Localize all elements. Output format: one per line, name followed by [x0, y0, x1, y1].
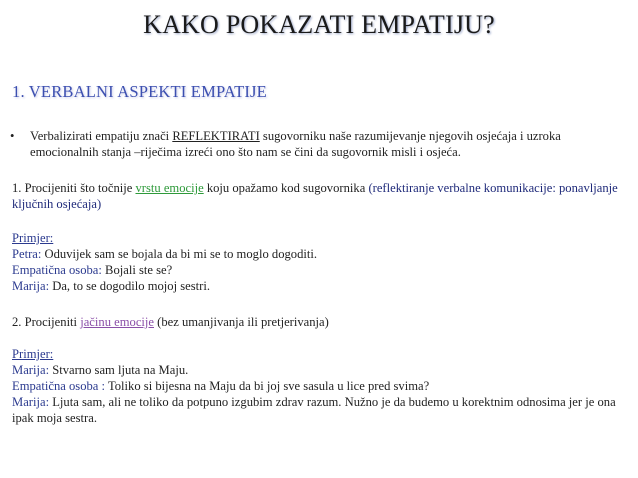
dialogue-line	[12, 246, 628, 262]
dialogue-line	[12, 262, 628, 278]
example-2-heading: Primjer:	[12, 347, 54, 361]
bullet-paragraph	[10, 128, 630, 160]
point-1-pre: 1. Procijeniti što točnije	[12, 181, 136, 195]
speaker-label: Marija:	[12, 363, 50, 377]
point-1	[12, 180, 628, 212]
dialogue-line	[12, 362, 628, 378]
dialogue-text: Stvarno sam ljuta na Maju.	[49, 363, 189, 377]
dialogue-text: Toliko si bijesna na Maju da bi joj sve sasula u lice pred svima?	[105, 379, 430, 393]
reflektirati-term: REFLEKTIRATI	[172, 129, 260, 143]
bullet-text-pre: Verbalizirati empatiju znači	[30, 129, 173, 143]
vrstu-emocije-term: vrstu emocije	[135, 181, 204, 195]
speaker-label: Marija:	[12, 279, 50, 293]
point-2	[12, 314, 628, 330]
dialogue-text: Bojali ste se?	[101, 263, 173, 277]
section-heading: 1. VERBALNI ASPEKTI EMPATIJE	[12, 82, 267, 101]
example-2	[12, 346, 628, 426]
point-1-parenthetical: (reflektiranje verbalne komunikacije: ponavljanje ključnih osjećaja)	[12, 181, 618, 211]
dialogue-text: Da, to se dogodilo mojoj sestri.	[49, 279, 210, 293]
speaker-label: Empatična osoba :	[12, 379, 106, 393]
speaker-label: Empatična osoba:	[12, 263, 102, 277]
dialogue-text: Ljuta sam, ali ne toliko da potpuno izgubim zdrav razum. Nužno je da budemo u korektnim odnosima jer je ona ipak moja sestra.	[12, 395, 616, 425]
jacinu-emocije-term: jačinu emocije	[80, 315, 154, 329]
point-1-mid: koju opažamo kod sugovornika	[203, 181, 369, 195]
dialogue-line	[12, 394, 628, 426]
bullet-marker: •	[10, 129, 15, 143]
speaker-label: Petra:	[12, 247, 42, 261]
point-2-pre: 2. Procijeniti	[12, 315, 81, 329]
speaker-label: Marija:	[12, 395, 50, 409]
example-1	[12, 230, 628, 294]
dialogue-line	[12, 278, 628, 294]
dialogue-text: Oduvijek sam se bojala da bi mi se to moglo dogoditi.	[41, 247, 318, 261]
bullet-text-post: sugovorniku naše razumijevanje njegovih osjećaja i uzroka emocionalnih stanja –riječima izreći ono što nam se čini da sugovornik misli i osjeća.	[30, 129, 561, 159]
slide-title: KAKO POKAZATI EMPATIJU?	[143, 10, 495, 39]
point-2-post: (bez umanjivanja ili pretjerivanja)	[154, 315, 329, 329]
example-1-heading: Primjer:	[12, 231, 54, 245]
dialogue-line	[12, 378, 628, 394]
